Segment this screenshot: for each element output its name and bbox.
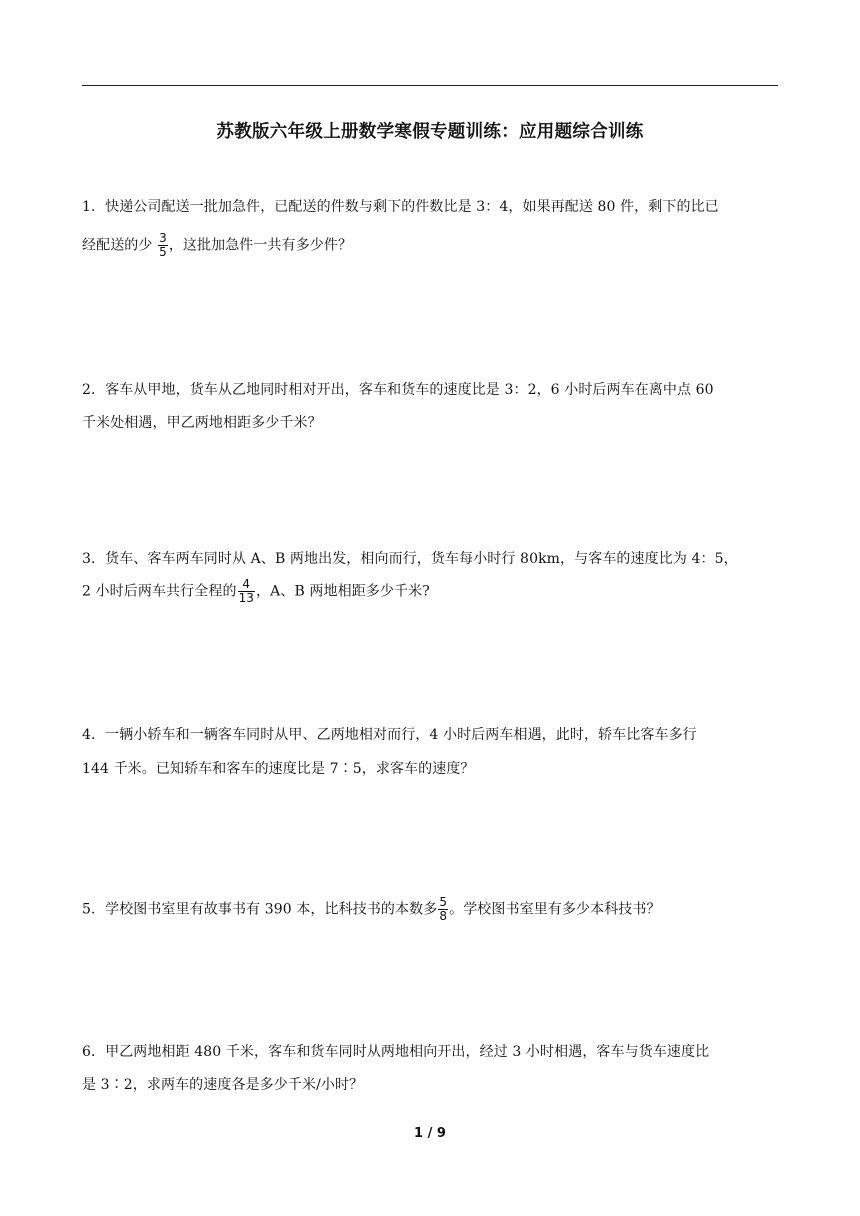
question-number: 6． (82, 1044, 106, 1060)
question-text: ，这批加急件一共有多少件？ (168, 237, 353, 254)
fraction-denominator: 5 (159, 245, 167, 259)
question-text: 。学校图书室里有多少本科技书？ (449, 901, 661, 918)
question-text: 144 千米。已知轿车和客车的速度比是 7∶5，求客车的速度？ (82, 761, 475, 777)
fraction-numerator: 4 (238, 578, 255, 592)
question-number: 5． (82, 901, 106, 918)
question-number: 2． (82, 382, 106, 398)
question-number: 1． (82, 199, 106, 215)
question-text: 经配送的少 (82, 237, 158, 254)
fraction (438, 896, 448, 923)
fraction (238, 578, 255, 605)
fraction (158, 232, 168, 259)
question-text: ，A、B 两地相距多少千米? (256, 583, 430, 600)
question-text: 学校图书室里有故事书有 390 本，比科技书的本数多 (105, 901, 438, 918)
question-number: 3． (82, 551, 106, 567)
question-text: 甲乙两地相距 480 千米，客车和货车同时从两地相向开出，经过 3 小时相遇，客车与货车速度比 (105, 1044, 710, 1060)
question-text: 快递公司配送一批加急件，已配送的件数与剩下的件数比是 3：4，如果再配送 80 件，剩下的比已 (105, 199, 719, 215)
fraction-numerator: 3 (159, 231, 167, 245)
question-text: 千米处相遇，甲乙两地相距多少千米？ (82, 415, 322, 431)
question-text: 客车从甲地，货车从乙地同时相对开出，客车和货车的速度比是 3：2，6 小时后两车在离中点 60 (105, 382, 714, 398)
fraction-denominator: 13 (238, 591, 255, 605)
question-text: 是 3∶2，求两车的速度各是多少千米/小时？ (82, 1077, 364, 1093)
question-text: 货车、客车两车同时从 A、B 两地出发，相向而行，货车每小时行 80km，与客车的速度比为 4：5， (105, 551, 738, 567)
document-title: 苏教版六年级上册数学寒假专题训练：应用题综合训练 (216, 122, 644, 142)
question-text: 一辆小轿车和一辆客车同时从甲、乙两地相对而行，4 小时后两车相遇，此时，轿车比客车多行 (105, 727, 697, 743)
fraction-denominator: 8 (439, 909, 448, 923)
header-rule (82, 85, 778, 86)
fraction-numerator: 5 (439, 895, 448, 909)
page-number: 1 / 9 (414, 1126, 446, 1141)
question-text: 2 小时后两车共行全程的 (82, 583, 237, 600)
question-number: 4． (82, 727, 106, 743)
